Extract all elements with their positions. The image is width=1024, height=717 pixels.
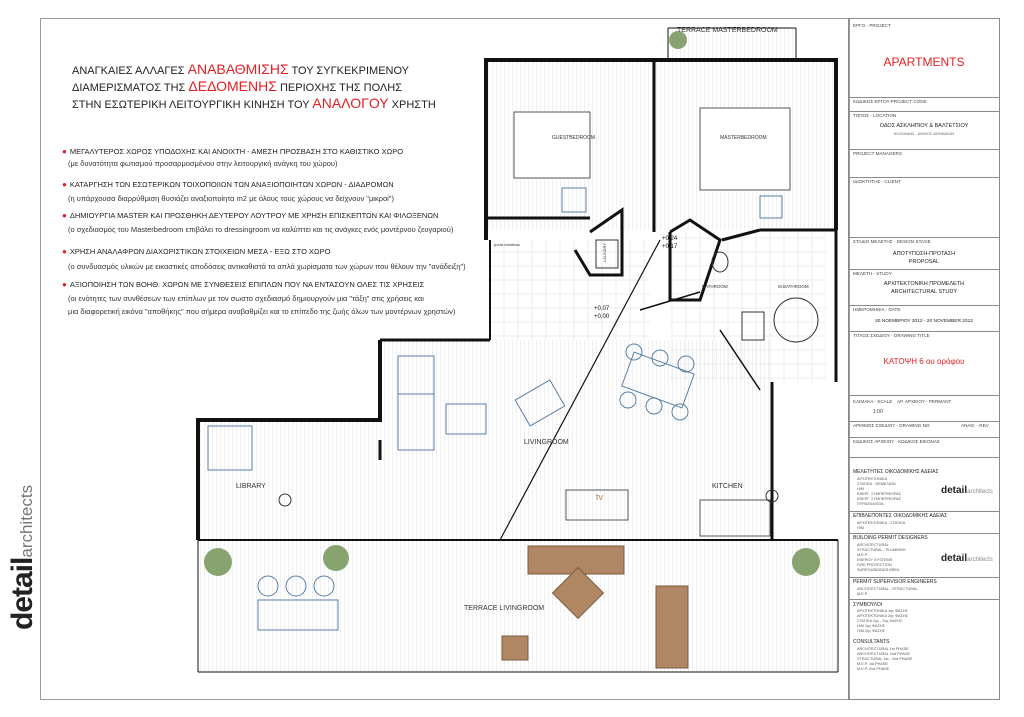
tb-drawing: ΚΑΤΟΨΗ 6 ου ορόφου xyxy=(883,357,965,366)
bullet-1-sub: (με δυνατότητα φωτισμού προσαρμοσμένου στην λειτουργική ανάγκη του χώρου) xyxy=(68,159,338,168)
logo-bold: detail xyxy=(6,557,39,630)
bullet-5-sub-2: μια διαφορετική εικόνα "αποθήκης" που σήμερα αναβαθμίζει και το επίπεδο της ζωής όλων των μοντέρνων χρηστών) xyxy=(68,307,456,316)
level-3: +0,07 xyxy=(594,306,610,312)
plant xyxy=(204,548,232,576)
tb-sec6-item: ARCHITECTURAL 1st PHASE xyxy=(857,647,909,651)
tb-sec4-item: ARCHITECTURAL - STRUCTURAL xyxy=(857,587,918,591)
tb-sec6: CONSULTANTS xyxy=(853,639,890,645)
label-m-bathroom: M.BATHROOM xyxy=(778,284,809,289)
header-line-2: ΔΙΑΜΕΡΙΣΜΑΤΟΣ ΤΗΣ ΔΕΔΟΜΕΝΗΣ ΠΕΡΙΟΧΗΣ ΤΗΣ ΠΟΛΗΣ xyxy=(72,78,403,94)
tb-scale: 1:00 xyxy=(873,409,883,415)
tb-study-2: ARCHITECTURAL STUDY xyxy=(890,289,958,295)
tb-stage-2: PROPOSAL xyxy=(908,259,940,265)
level-1: +0,24 xyxy=(662,236,678,242)
plant xyxy=(792,548,820,576)
tb-sec3-item: SURROUNDINGS AREA xyxy=(857,568,900,572)
tb-sec1-item: ΑΡΧΙΤΕΚΤΟΝΙΚΑ xyxy=(857,477,888,481)
tb-date: 20 ΝΟΕΜΒΡΙΟΥ 2012 - 20 NOVEMBER 2012 xyxy=(875,319,973,324)
bullet-3-sub: (ο σχεδιασμός του Masterbedroom επιβάλει το dressingroom να καλύπτει και τις ανάγκες ενός μοντέρνου ζευγαριού) xyxy=(68,225,454,234)
tb-filecode-label: ΚΩΔΙΚΟΣ ΑΡΧΕΙΟΥ - ΚΩΔΙΚΟΣ ΕΙΚΟΝΑΣ xyxy=(853,439,940,444)
tb-scale-label: ΚΛΙΜΑΚΑ - SCALE xyxy=(853,399,893,404)
bullet-4-title: ● ΧΡΗΣΗ ΑΝΑΛΑΦΡΩΝ ΔΙΑΧΩΡΙΣΤΙΚΩΝ ΣΤΟΙΧΕΙΩΝ ΜΕΣΑ - ΕΞΩ ΣΤΟ ΧΩΡΟ xyxy=(62,247,331,256)
tb-sec6-item: M.E.P. 1st PHASE xyxy=(857,662,888,666)
tb-sec5-item: Η/Μ 2ης ΦΑΣΗΣ xyxy=(857,629,886,633)
library-floor xyxy=(200,420,380,540)
tb-drawing-label: ΤΙΤΛΟΣ ΣΧΕΔΙΟΥ - DRAWING TITLE xyxy=(853,333,930,338)
terrace-lounger xyxy=(656,586,688,668)
master-bed xyxy=(700,108,790,190)
level-2: +0,17 xyxy=(662,244,678,250)
label-terrace-living: TERRACE LIVINGROOM xyxy=(464,605,545,612)
header-line-1: ΑΝΑΓΚΑΙΕΣ ΑΛΛΑΓΕΣ ΑΝΑΒΑΘΜΙΣΗΣ ΤΟΥ ΣΥΓΚΕΚΡΙΜΕΝΟΥ xyxy=(72,61,410,77)
tb-logo-1: detailarchitects xyxy=(941,485,993,496)
tb-sec1-item: Η/Μ xyxy=(857,487,864,491)
tb-sec5-item: Η/Μ 1ης ΦΑΣΗΣ xyxy=(857,624,886,628)
tb-stage-1: ΑΠΟΤΥΠΩΣΗ-ΠΡΟΤΑΣΗ xyxy=(892,251,956,257)
tb-sec5-item: ΑΡΧΙΤΕΚΤΟΝΙΚΑ 1ης ΦΑΣΗΣ xyxy=(857,609,908,613)
tb-sec6-item: ARCHITECTURAL 2nd PHASE xyxy=(857,652,911,656)
tb-location-1: ΟΔΟΣ ΑΣΚΛΗΠΙΟΥ & ΒΑΛΤΕΤΣΙΟΥ xyxy=(879,123,969,129)
tb-sec4: PERMIT SUPERVISOR ENGINEERS xyxy=(853,579,937,585)
tb-study-label: ΜΕΛΕΤΗ - STUDY xyxy=(853,271,892,276)
tb-sec5-item: ΑΡΧΙΤΕΚΤΟΝΙΚΑ 2ης ΦΑΣΗΣ xyxy=(857,614,908,618)
label-terrace-master: TERRACE MASTERBEDROOM xyxy=(677,27,778,34)
tb-sec5-item: ΣΤΑΤΙΚΑ 1ης - 2ης ΦΑΣΗΣ xyxy=(857,619,903,623)
tb-date-label: ΗΜΕΡΟΜΗΝΙΑ - DATE xyxy=(853,307,901,312)
tb-sec1-item: ΣΤΑΤΙΚΑ - ΘΕΜΕΛΙΩΝ xyxy=(857,482,896,486)
tb-logo-2: detailarchitects xyxy=(941,553,993,564)
tb-sec3: BUILDING PERMIT DESIGNERS xyxy=(853,535,928,541)
tb-location-label: ΤΟΠΟΣ - LOCATION xyxy=(853,113,897,118)
tb-arch-label: ΑΡ. ΑΡΧΕΙΟΥ - PERMANT xyxy=(897,399,952,404)
bullet-5-sub-1: (οι ενότητες των συνθέσεων των επίπλων με τον σωστο σχεδιασμό δημιουργούν μια "τάξη" στις χρήσεις και xyxy=(68,294,424,303)
label-porta: porta manteau xyxy=(494,242,520,247)
level-4: +0,00 xyxy=(594,314,610,320)
bullet-1-title: ● ΜΕΓΑΛΥΤΕΡΟΣ ΧΩΡΟΣ ΥΠΟΔΟΧΗΣ ΚΑΙ ΑΝΟΙΧΤΗ - ΑΜΕΣΗ ΠΡΟΣΒΑΣΗ ΣΤΟ ΚΑΘΙΣΤΙΚΟ ΧΩΡΟ xyxy=(62,147,404,156)
label-guestbedroom: GUESTBEDROOM xyxy=(552,135,596,141)
bullet-5-title: ● ΑΞΙΟΠΟΙΗΣΗ ΤΩΝ ΒΟΗΘ. ΧΩΡΩΝ ΜΕ ΣΥΝΘΕΣΕΙΣ ΕΠΙΠΛΩΝ ΠΟΥ ΝΑ ΕΝΤΑΣΟΥΝ ΟΛΕΣ ΤΙΣ ΧΡΗΣΕΙΣ xyxy=(62,280,425,289)
label-bathroom: BATHROOM xyxy=(702,284,728,289)
bullet-4-sub: (ο συνδυασμός υλικών με εικαστικές αποδόσεις αντικαθιστά τα απλά χωρίσματα των χώρων που θέλουν την "ανάδειξη") xyxy=(68,262,466,271)
tb-code-label: ΚΩΔΙΚΟΣ ΕΡΓΟΥ-PROJECT CODE xyxy=(853,99,927,104)
bullet-3-title: ● ΔΗΜΙΟΥΡΓΙΑ MASTER ΚΑΙ ΠΡΟΣΘΗΚΗ ΔΕΥΤΕΡΟΥ ΛΟΥΤΡΟΥ ΜΕ ΧΡΗΣΗ ΕΠΙΣΚΕΠΤΩΝ ΚΑΙ ΦΙΛΟΞΕΝΩΝ xyxy=(62,211,439,220)
bullet-2-title: ● ΚΑΤΑΡΓΗΣΗ ΤΩΝ ΕΣΩΤΕΡΙΚΩΝ ΤΟΙΧΟΠΟΙΙΩΝ ΤΩΝ ΑΝΑΞΙΟΠΟΙΗΤΩΝ ΧΩΡΩΝ - ΔΙΑΔΡΟΜΩΝ xyxy=(62,180,394,189)
tb-sec1: ΜΕΛΕΤΗΤΕΣ ΟΙΚΟΔΟΜΙΚΗΣ ΑΔΕΙΑΣ xyxy=(853,469,939,475)
tb-client-label: ΙΔΙΟΚΤΗΤΗΣ - CLIENT xyxy=(853,179,901,184)
tb-sec1-item: ΕΝΕΡΓ. ΣΥΜΠΕΡΙΦΟΡΑΣ xyxy=(857,497,902,501)
terrace-stool xyxy=(502,636,528,660)
tb-sec1-item: ΠΥΡΑΣΦΑΛΕΙΑ xyxy=(857,502,884,506)
bathroom-floor xyxy=(670,232,826,382)
tb-sec3-item: STRUCTURAL - PLUMBING xyxy=(857,548,906,552)
tb-sec6-item: M.E.P. 2nd PHASE xyxy=(857,667,890,671)
tb-sec3-item: M.E.P. xyxy=(857,553,868,557)
guest-bed xyxy=(514,112,590,178)
tb-project-label: ΕΡΓΟ - PROJECT xyxy=(853,23,891,28)
label-masterbedroom: MASTERBEDROOM xyxy=(720,135,767,141)
label-tv: tv xyxy=(596,492,604,502)
tb-study-1: ΑΡΧΙΤΕΚΤΟΝΙΚΗ ΠΡΟΜΕΛΕΤΗ xyxy=(883,281,965,287)
tb-sec3-item: ENERGY SYSTEMS xyxy=(857,558,893,562)
tb-project: APARTMENTS xyxy=(883,55,965,69)
header-line-3: ΣΤΗΝ ΕΣΩΤΕΡΙΚΗ ΛΕΙΤΟΥΡΓΙΚΗ ΚΙΝΗΣΗ ΤΟΥ ΑΝΑΛΟΓΟΥ ΧΡΗΣΤΗ xyxy=(72,95,436,111)
tb-rev-label: ΑΝΑΘ. - REV xyxy=(961,423,989,428)
title-block xyxy=(848,18,1000,700)
bullet-2-sub: (η υπάρχουσα διαρρύθμιση θυσιάζει αναξιοποίητα m2 με όλους τους χώρους να δείχνουν "μικροί") xyxy=(68,194,394,203)
label-laundry: LAUNDRY xyxy=(602,242,607,262)
logo-light: architects xyxy=(17,484,36,558)
label-livingroom: LIVINGROOM xyxy=(524,439,569,446)
entrance-floor xyxy=(490,240,650,340)
tb-sec3-item: ARCHITECTURAL xyxy=(857,543,889,547)
tb-dwgno-label: ΑΡΙΘΜΟΣ ΣΧΕΔΙΟΥ - DRAWING NO xyxy=(853,423,930,428)
tb-pm-label: PROJECT MANAGERS xyxy=(853,151,902,156)
plant xyxy=(323,545,349,571)
tb-location-2: ΚΟΛΩΝΑΚΙ - ΔΗΜΟΣ ΑΘΗΝΑΙΩΝ xyxy=(893,131,955,136)
tb-sec2-item: ΑΡΧΙΤΕΚΤΟΝΙΚΑ - ΣΤΑΤΙΚΑ xyxy=(857,521,906,525)
tb-sec1-item: ΕΝΕΡΓ. ΣΥΜΠΕΡΙΦΟΡΑΣ xyxy=(857,492,902,496)
tb-sec2: ΕΠΙΒΛΕΠΟΝΤΕΣ ΟΙΚΟΔΟΜΙΚΗΣ ΑΔΕΙΑΣ xyxy=(853,513,948,519)
tb-sec2-item: Η/Μ xyxy=(857,526,864,530)
tb-sec3-item: FIRE PROTECTION xyxy=(857,563,892,567)
tb-sec5: ΣΥΜΒΟΥΛΟΙ xyxy=(853,602,883,608)
tb-sec6-item: STRUCTURAL 1st - 2nd PHASE xyxy=(857,657,913,661)
label-kitchen: KITCHEN xyxy=(712,483,743,490)
label-library: LIBRARY xyxy=(236,483,266,490)
tb-sec4-item: M.E.P. xyxy=(857,592,868,596)
tb-stage-label: ΣΤΑΔΙΟ ΜΕΛΕΤΗΣ - DESIGN STAGE xyxy=(853,239,931,244)
